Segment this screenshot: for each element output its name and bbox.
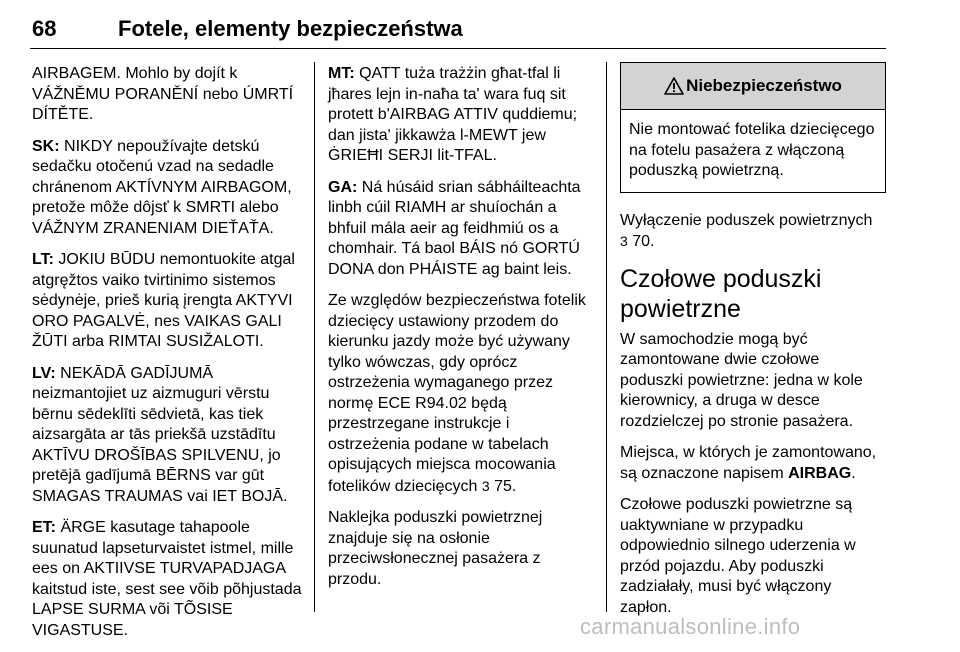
paragraph-airbag-label: Naklejka poduszki powietrznej znajduje się na osłonie przeciwsłonecznej pasażera z przodu. xyxy=(328,509,543,588)
page-reference-arrow: 3 xyxy=(481,477,490,494)
warning-header xyxy=(621,63,885,110)
watermark: carmanualsonline.info xyxy=(580,614,801,639)
language-label-sk: SK: xyxy=(32,137,60,155)
paragraph-text-et: ÄRGE kasutage tahapoole suunatud lapseturvaistet istmel, mille ees on AKTIIVSE TURVAPADJAGA kaitstud iste, sest see võib põhjustada LAPSE SURMA või TÕSISE VIGASTUSE. xyxy=(32,519,302,639)
language-label-lt: LT: xyxy=(32,251,54,268)
warning-title: Niebezpieczeństwo xyxy=(686,75,842,95)
paragraph-et xyxy=(32,518,304,641)
paragraph-sk xyxy=(32,137,304,240)
paragraph-text-ga: Ná húsáid srian sábháilteachta linbh cúil RIAMH ar shuíochán a bhfuil mála aeir ag feidhmiú os a chomhair. Tá baol BÁIS nó GORTÚ DONA don PHÁISTE ag baint leis. xyxy=(328,178,581,278)
paragraph-deactivation xyxy=(620,211,886,253)
language-label-lv: LV: xyxy=(32,364,56,382)
paragraph-lt xyxy=(32,250,304,353)
deactivation-reference-link[interactable]: 70. xyxy=(627,233,655,250)
page-reference-link[interactable]: 75. xyxy=(489,477,517,495)
child-seat-info-text: Ze względów bezpieczeństwa fotelik dziecięcy ustawiony przodem do kierunku jazdy może być używany tylko wówczas, gdy oprócz ostrzeżenia wymaganego przez normę ECE R94.02 będą przestrzegane instrukcje i ostrzeżenia podane w tabelach opisujących miejsca mocowania fotelików dziecięcych xyxy=(328,292,586,495)
language-label-mt: MT: xyxy=(328,65,355,82)
warning-text: Nie montować fotelika dziecięcego na fotelu pasażera z włączoną poduszką powietrzną. xyxy=(629,121,875,179)
column-divider-left xyxy=(314,62,315,612)
intro-paragraph: AIRBAGEM. Mohlo by dojít k VÁŽNĚMU PORANĚNÍ nebo ÚMRTÍ DÍTĚTE. xyxy=(32,65,294,123)
paragraph-front-airbags-1: W samochodzie mogą być zamontowane dwie czołowe poduszki powietrzne: jedna w kole kierownicy, a druga w desce rozdzielczej po stronie pasażera. xyxy=(620,330,863,430)
airbag-marking-text: Miejsca, w których je zamontowano, są oznaczone napisem xyxy=(620,444,877,482)
deactivation-reference-arrow: 3 xyxy=(620,233,628,249)
column-divider-right xyxy=(606,62,607,612)
column-right xyxy=(620,62,886,629)
paragraph-lv xyxy=(32,364,304,508)
paragraph-text-sk: NIKDY nepoužívajte detskú sedačku otočenú vzad na sedadle chránenom AKTÍVNYM AIRBAGOM, pretože môže dôjsť k SMRTI alebo VÁŽNYM ZRANENIAM DIEŤAŤA. xyxy=(32,137,292,237)
paragraph-text-lt: JOKIU BŪDU nemontuokite atgal atgręžtos vaiko tvirtinimo sistemos sėdynėje, prieš kurią įrengta AKTYVI ORO PAGALVĖ, nes VAIKAS GALI ŽŪTI arba RIMTAI SUSIŽALOTI. xyxy=(32,251,295,350)
paragraph-text-lv: NEKĀDĀ GADĪJUMĀ neizmantojiet uz aizmuguri vērstu bērnu sēdeklīti sēdvietā, kas tiek aizsargāta ar tās priekšā uzstādītu AKTĪVU DROŠĪBAS SPILVENU, jo pretējā gadījumā BĒRNS var gūt SMAGAS TRAUMAS vai IET BOJĀ. xyxy=(32,364,288,505)
airbag-marking-word: AIRBAG xyxy=(788,464,852,482)
page-number: 68 xyxy=(32,16,57,41)
section-heading: Czołowe poduszki powietrzne xyxy=(620,264,822,323)
warning-box xyxy=(620,62,886,193)
warning-triangle-icon xyxy=(664,77,684,95)
language-label-et: ET: xyxy=(32,519,56,536)
paragraph-mt xyxy=(328,64,590,167)
language-label-ga: GA: xyxy=(328,178,358,196)
paragraph-front-airbags-2 xyxy=(620,443,886,484)
paragraph-child-seat-info xyxy=(328,291,590,497)
airbag-marking-end: . xyxy=(851,464,856,482)
paragraph-front-airbags-3: Czołowe poduszki powietrzne są uaktywniane w przypadku odpowiednio silnego uderzenia w przód pojazdu. Aby poduszki zadziałały, musi być włączony zapłon. xyxy=(620,496,856,616)
column-left xyxy=(32,64,304,652)
page-title: Fotele, elementy bezpieczeństwa xyxy=(118,16,463,41)
paragraph-ga xyxy=(328,178,590,281)
deactivation-text: Wyłączenie poduszek powietrznych xyxy=(620,211,873,229)
column-middle xyxy=(328,64,590,601)
page-header xyxy=(30,8,886,49)
paragraph-text-mt: QATT tuża trażżin għat-tfal li jħares lejn in-naħa ta' wara fuq sit protett b'AIRBAG ATTIV quddiemu; dan jista' jikkawża l-MEWT jew ĠRIEĦI SERJI lit-TFAL. xyxy=(328,65,578,164)
